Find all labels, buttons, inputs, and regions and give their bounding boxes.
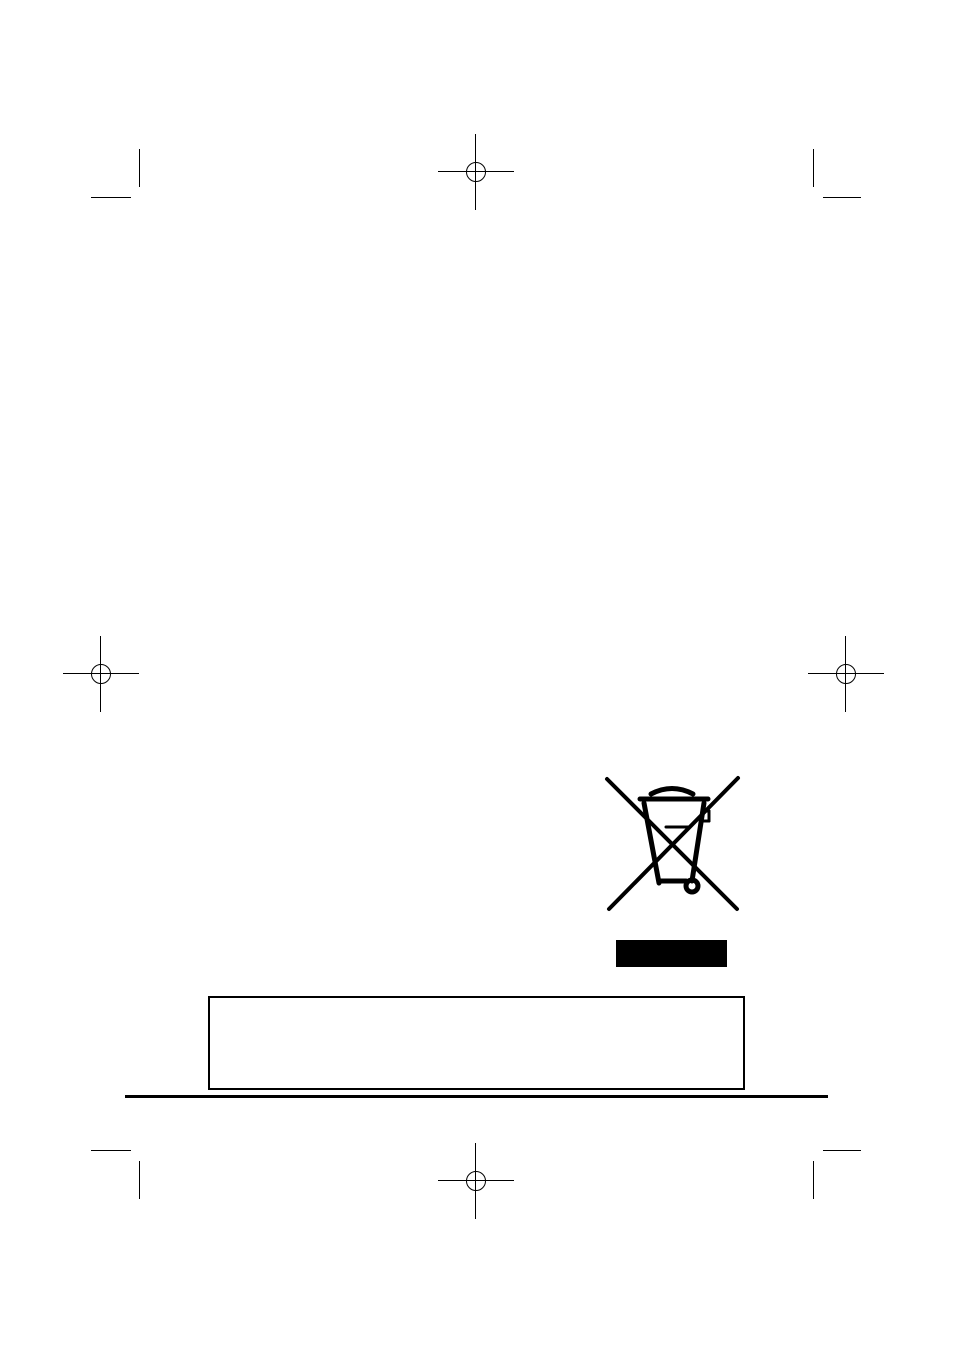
crop-mark [139,1161,140,1199]
crop-mark [91,197,131,198]
crop-mark [813,149,814,187]
symbol-bar [616,940,727,967]
crop-mark [139,149,140,187]
crop-mark [823,197,861,198]
crop-mark [823,1150,861,1151]
crop-mark [91,1150,131,1151]
warning-notice-box [208,996,745,1090]
page-content [208,262,753,270]
crop-mark [813,1161,814,1199]
crossed-out-wheelie-bin-icon [604,775,741,919]
footer-rule [125,1095,828,1098]
